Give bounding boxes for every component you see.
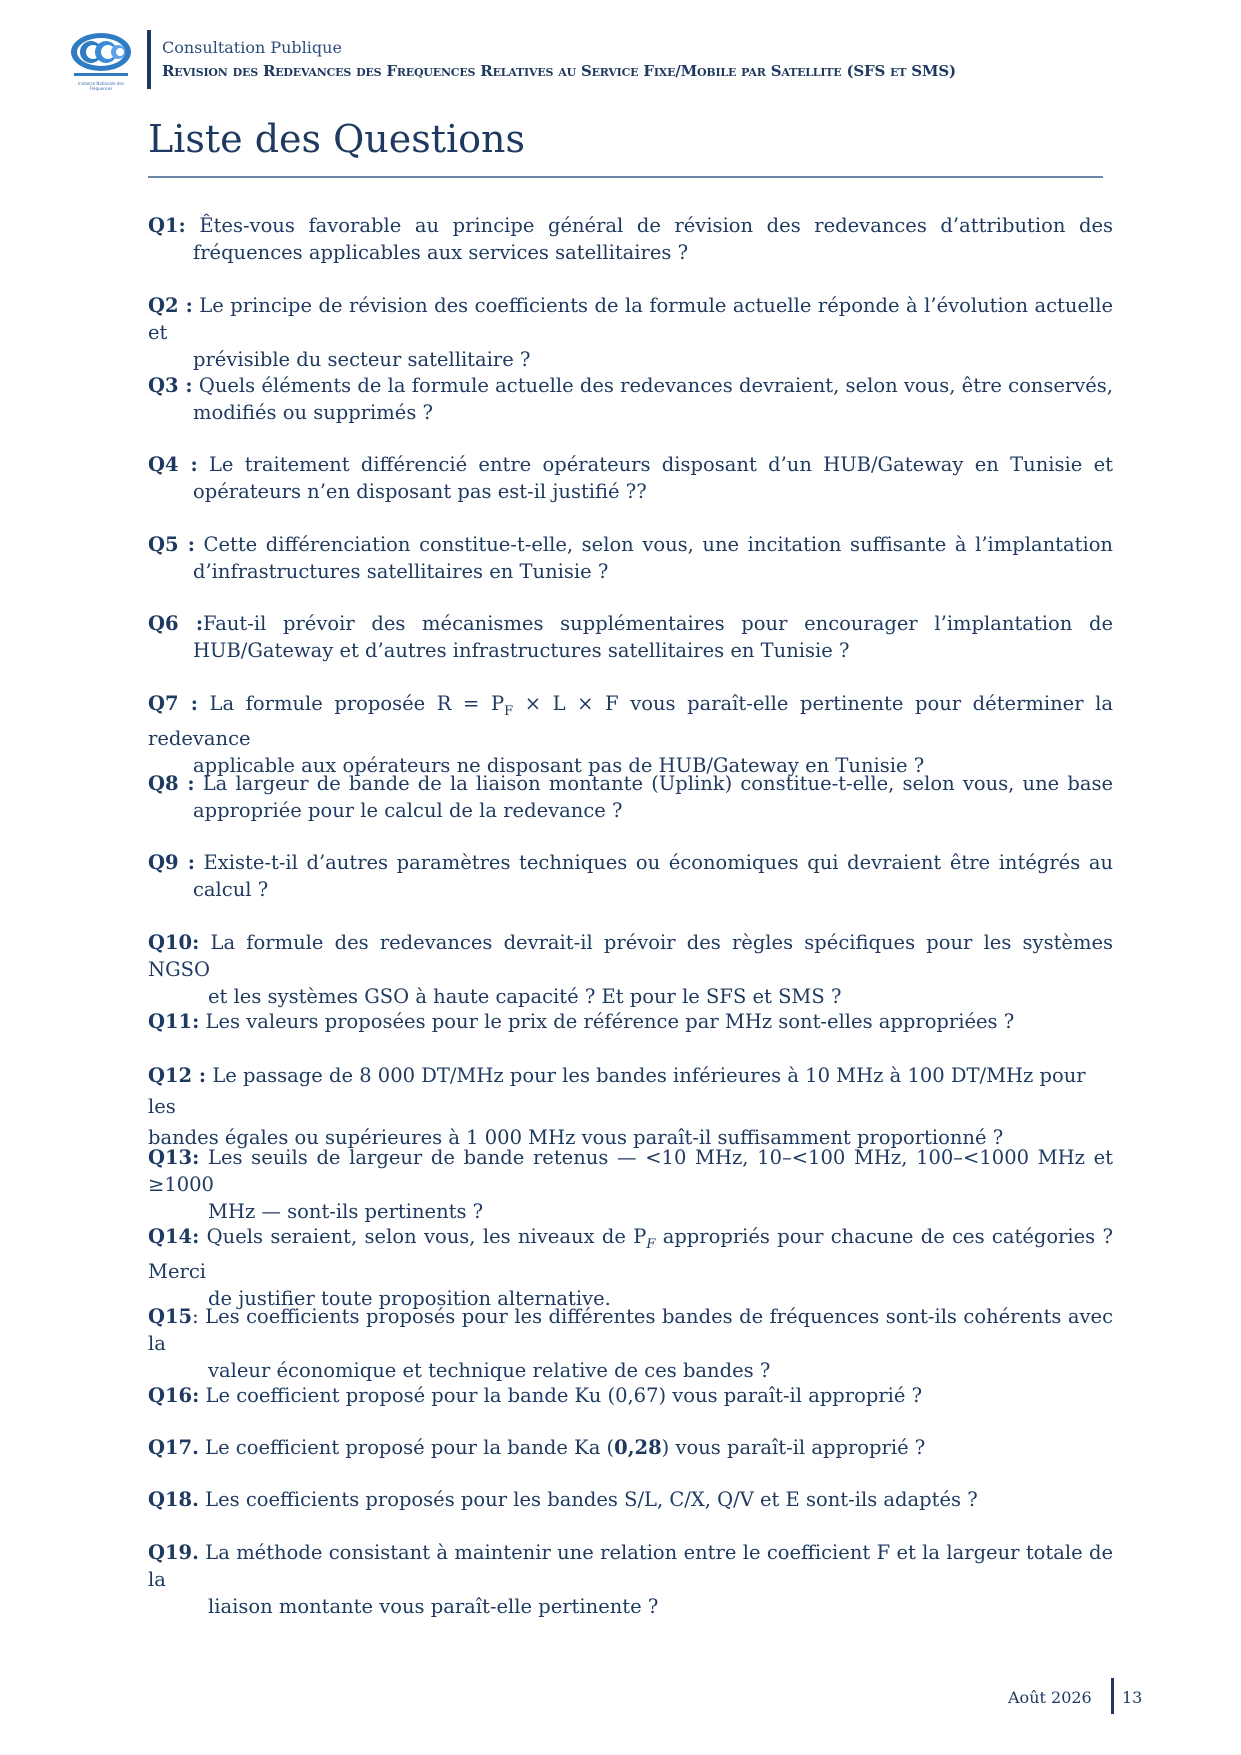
question-text: Les valeurs proposées pour le prix de référence par MHz sont-elles appropriées ? bbox=[199, 1010, 1015, 1033]
question-q16 bbox=[148, 1382, 1113, 1409]
question-label: Q11: bbox=[148, 1010, 200, 1033]
header-document-title: Revision des Redevances des Frequences Relatives au Service Fixe/Mobile par Satellite (SFS et SMS) bbox=[162, 62, 956, 80]
header-subtitle: Consultation Publique bbox=[162, 38, 342, 57]
question-q19 bbox=[148, 1539, 1113, 1620]
subscript: F bbox=[646, 1236, 656, 1252]
question-text-continued: modifiés ou supprimés ? bbox=[193, 401, 433, 424]
question-q9 bbox=[148, 849, 1113, 903]
question-text: Existe-t-il d’autres paramètres techniques ou économiques qui devraient être intégrés au bbox=[194, 851, 1113, 874]
question-text-continued: liaison montante vous paraît-elle pertinente ? bbox=[208, 1595, 659, 1618]
question-text-continued: bandes égales ou supérieures à 1 000 MHz vous paraît-il suffisamment proportionné ? bbox=[148, 1126, 1004, 1149]
question-label: Q16: bbox=[148, 1384, 200, 1407]
question-text: × L × F vous paraît-elle pertinente pour déterminer la redevance bbox=[148, 692, 1113, 750]
question-text: La méthode consistant à maintenir une relation entre le coefficient F et la largeur totale de la bbox=[148, 1541, 1113, 1591]
question-label: Q3 : bbox=[148, 374, 193, 397]
question-text-continued: opérateurs n’en disposant pas est-il justifié ?? bbox=[193, 480, 647, 503]
question-label: Q7 : bbox=[148, 692, 198, 715]
subscript: F bbox=[504, 703, 514, 719]
question-text-continued: calcul ? bbox=[193, 878, 269, 901]
question-text: Le principe de révision des coefficients de la formule actuelle réponde à l’évolution actuelle et bbox=[148, 294, 1113, 344]
question-label: Q4 : bbox=[148, 453, 198, 476]
page-title: Liste des Questions bbox=[148, 117, 526, 161]
question-text-continued: HUB/Gateway et d’autres infrastructures satellitaires en Tunisie ? bbox=[193, 639, 850, 662]
question-text: Les coefficients proposés pour les bandes S/L, C/X, Q/V et E sont-ils adaptés ? bbox=[198, 1488, 978, 1511]
question-text: Faut-il prévoir des mécanismes supplémentaires pour encourager l’implantation de bbox=[203, 612, 1113, 635]
question-q5 bbox=[148, 531, 1113, 585]
question-text: La largeur de bande de la liaison montante (Uplink) constitue-t-elle, selon vous, une base bbox=[194, 772, 1114, 795]
question-label: Q2 : bbox=[148, 294, 193, 317]
title-underline bbox=[148, 176, 1103, 178]
question-label: Q6 : bbox=[148, 612, 204, 635]
question-text: Le traitement différencié entre opérateurs disposant d’un HUB/Gateway en Tunisie et bbox=[197, 453, 1113, 476]
question-q15 bbox=[148, 1303, 1113, 1384]
question-text-continued: fréquences applicables aux services satellitaires ? bbox=[193, 241, 689, 264]
footer-date: Août 2026 bbox=[1008, 1688, 1092, 1707]
question-q4 bbox=[148, 451, 1113, 505]
question-text: Le passage de 8 000 DT/MHz pour les bandes inférieures à 10 MHz à 100 DT/MHz pour les bbox=[148, 1064, 1086, 1118]
question-text: Quels éléments de la formule actuelle des redevances devraient, selon vous, être conservés, bbox=[192, 374, 1113, 397]
question-text: ) vous paraît-il approprié ? bbox=[661, 1436, 926, 1459]
question-label: Q19. bbox=[148, 1541, 199, 1564]
coefficient-value: 0,28 bbox=[614, 1436, 662, 1459]
question-text: Cette différenciation constitue-t-elle, selon vous, une incitation suffisante à l’implantation bbox=[194, 533, 1113, 556]
question-text: Êtes-vous favorable au principe général de révision des redevances d’attribution des bbox=[185, 214, 1113, 237]
question-q13 bbox=[148, 1144, 1113, 1225]
question-q14 bbox=[148, 1223, 1113, 1312]
question-q10 bbox=[148, 929, 1113, 1010]
question-q18 bbox=[148, 1486, 1113, 1513]
agency-logo-icon bbox=[68, 28, 134, 86]
question-q11 bbox=[148, 1008, 1113, 1035]
question-label: Q17. bbox=[148, 1436, 199, 1459]
question-text: Le coefficient proposé pour la bande Ku (0,67) vous paraît-il approprié ? bbox=[199, 1384, 923, 1407]
question-text: : Les coefficients proposés pour les différentes bandes de fréquences sont-ils cohérents avec la bbox=[148, 1305, 1113, 1355]
question-label: Q12 : bbox=[148, 1064, 207, 1087]
question-text: La formule proposée R = P bbox=[197, 692, 505, 715]
question-text: La formule des redevances devrait-il prévoir des règles spécifiques pour les systèmes NGSO bbox=[148, 931, 1113, 981]
question-label: Q5 : bbox=[148, 533, 195, 556]
question-label: Q10: bbox=[148, 931, 200, 954]
question-text: Quels seraient, selon vous, les niveaux de P bbox=[199, 1225, 647, 1248]
page-number: 13 bbox=[1122, 1688, 1143, 1707]
question-q1 bbox=[148, 212, 1113, 266]
question-text-continued: valeur économique et technique relative de ces bandes ? bbox=[208, 1359, 771, 1382]
question-label: Q15 bbox=[148, 1305, 193, 1328]
question-text-continued: d’infrastructures satellitaires en Tunisie ? bbox=[193, 560, 609, 583]
question-text-continued: MHz — sont-ils pertinents ? bbox=[208, 1200, 484, 1223]
question-q8 bbox=[148, 770, 1113, 824]
question-q7 bbox=[148, 690, 1113, 779]
question-text-continued: prévisible du secteur satellitaire ? bbox=[193, 348, 531, 371]
footer-divider bbox=[1111, 1678, 1114, 1714]
question-label: Q8 : bbox=[148, 772, 195, 795]
question-q2 bbox=[148, 292, 1113, 373]
question-label: Q9 : bbox=[148, 851, 195, 874]
question-label: Q1: bbox=[148, 214, 186, 237]
question-q12 bbox=[148, 1060, 1113, 1153]
header-divider bbox=[147, 30, 151, 89]
question-q17 bbox=[148, 1434, 1113, 1461]
question-label: Q13: bbox=[148, 1146, 200, 1169]
question-text: Le coefficient proposé pour la bande Ka ( bbox=[198, 1436, 615, 1459]
question-text-continued: et les systèmes GSO à haute capacité ? Et pour le SFS et SMS ? bbox=[208, 985, 842, 1008]
question-q3 bbox=[148, 372, 1113, 426]
question-label: Q18. bbox=[148, 1488, 199, 1511]
logo-caption: Instance Nationale des Fréquences bbox=[78, 81, 124, 91]
question-text-continued: applicable aux opérateurs ne disposant pas de HUB/Gateway en Tunisie ? bbox=[193, 753, 925, 777]
question-text: Les seuils de largeur de bande retenus — <10 MHz, 10–<100 MHz, 100–<1000 MHz et ≥1000 bbox=[148, 1146, 1113, 1196]
question-text-continued: de justifier toute proposition alternative. bbox=[208, 1286, 611, 1310]
question-text-continued: appropriée pour le calcul de la redevance ? bbox=[193, 799, 623, 822]
question-label: Q14: bbox=[148, 1225, 200, 1248]
question-q6 bbox=[148, 610, 1113, 664]
question-text: appropriés pour chacune de ces catégories ? Merci bbox=[148, 1225, 1113, 1283]
